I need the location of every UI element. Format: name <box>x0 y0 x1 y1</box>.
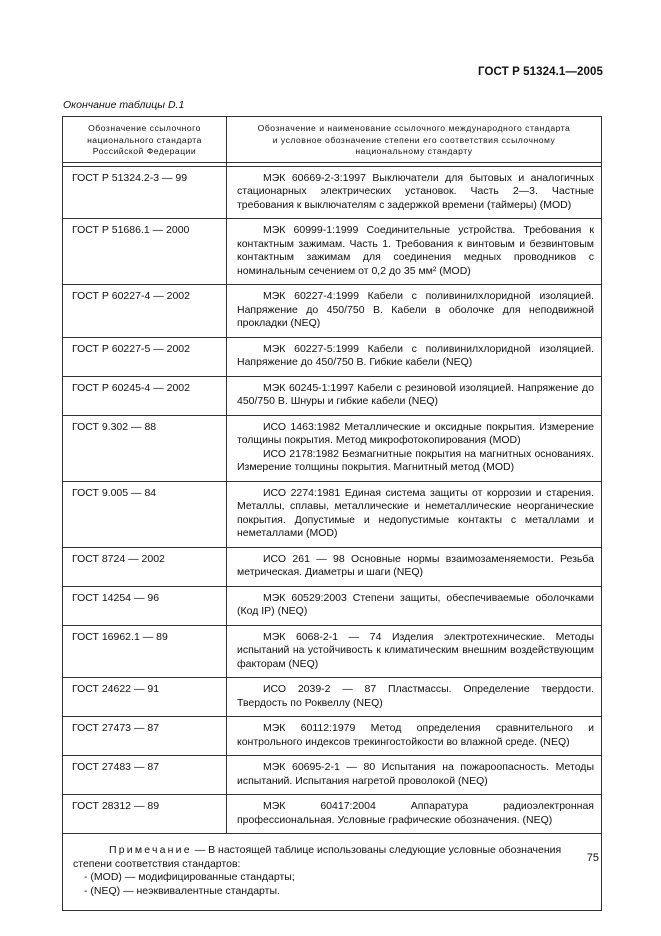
table-row <box>63 415 602 481</box>
standard-description: МЭК 60227-5:1999 Кабели с поливинилхлоридной изоляцией. Напряжение до 450/750 В. Гибкие кабели (NEQ) <box>237 342 594 368</box>
document-code: ГОСТ Р 51324.1—2005 <box>478 66 603 78</box>
table-row <box>63 678 602 717</box>
standards-table <box>62 116 602 911</box>
national-standard-ref: ГОСТ Р 60227-5 — 2002 <box>63 337 227 376</box>
note-item-mod: - (MOD) — модифицированные стандарты; <box>84 871 295 883</box>
standard-description: МЭК 60695-2-1 — 80 Испытания на пожароопасность. Методы испытаний. Испытания нагретой проволокой (NEQ) <box>237 761 594 787</box>
national-standard-ref: ГОСТ 14254 — 96 <box>63 586 227 625</box>
table-row <box>63 376 602 415</box>
standard-description: МЭК 60529:2003 Степени защиты, обеспечиваемые оболочками (Код IP) (NEQ) <box>237 591 594 617</box>
standard-description: ИСО 261 — 98 Основные нормы взаимозаменяемости. Резьба метрическая. Диаметры и шаги (NEQ) <box>237 552 594 578</box>
table-row <box>63 756 602 795</box>
table-row <box>63 481 602 547</box>
standard-description: МЭК 6068-2-1 — 74 Изделия электротехнические. Методы испытаний на устойчивость к климатическим внешним воздействующим факторам (NEQ) <box>237 630 594 670</box>
international-standard-desc <box>227 219 602 285</box>
international-standard-desc <box>227 376 602 415</box>
table-row <box>63 625 602 678</box>
table-row <box>63 547 602 586</box>
national-standard-ref: ГОСТ 27473 — 87 <box>63 717 227 756</box>
table-row <box>63 285 602 338</box>
page-number: 75 <box>586 852 599 864</box>
international-standard-desc <box>227 415 602 481</box>
international-standard-desc <box>227 756 602 795</box>
table-caption: Окончание таблицы D.1 <box>63 99 185 111</box>
international-standard-desc <box>227 337 602 376</box>
table-row <box>63 219 602 285</box>
national-standard-ref: ГОСТ 9.005 — 84 <box>63 481 227 547</box>
international-standard-desc <box>227 481 602 547</box>
standard-description: МЭК 60245-1:1997 Кабели с резиновой изоляцией. Напряжение до 450/750 В. Шнуры и гибкие кабели (NEQ) <box>237 381 594 407</box>
table-row <box>63 795 602 834</box>
note-label: Примечание <box>109 844 192 856</box>
international-standard-desc <box>227 586 602 625</box>
table-row <box>63 337 602 376</box>
standard-description: ИСО 2178:1982 Безмагнитные покрытия на магнитных основаниях. Измерение толщины покрытия. Магнитный метод (MOD) <box>237 447 594 473</box>
table-row <box>63 717 602 756</box>
national-standard-ref: ГОСТ 9.302 — 88 <box>63 415 227 481</box>
note-item-neq: - (NEQ) — неэквивалентные стандарты. <box>84 884 280 897</box>
international-standard-desc <box>227 795 602 834</box>
international-standard-desc <box>227 717 602 756</box>
standard-description: МЭК 60669-2-3:1997 Выключатели для бытовых и аналогичных стационарных электрических установок. Часть 2—3. Частные требования к выключателям с задержкой времени (таймеры) (MOD) <box>237 171 594 211</box>
standard-description: ИСО 1463:1982 Металлические и оксидные покрытия. Измерение толщины покрытия. Метод микрофотокопирования (MOD) <box>237 420 594 446</box>
international-standard-desc <box>227 625 602 678</box>
standard-description: ИСО 2039-2 — 87 Пластмассы. Определение твердости. Твердость по Роквеллу (NEQ) <box>237 683 594 709</box>
national-standard-ref: ГОСТ 8724 — 2002 <box>63 547 227 586</box>
note-text: — В настоящей таблице использованы следующие условные обозначения степени соответствия стандартов: <box>73 844 562 870</box>
national-standard-ref: ГОСТ 28312 — 89 <box>63 795 227 834</box>
table-row <box>63 166 602 219</box>
standard-description: ИСО 2274:1981 Единая система защиты от коррозии и старения. Металлы, сплавы, металлические и неметаллические неорганические покрытия. Допустимые и недопустимые контакты с металлами и неметаллами (MOD) <box>237 486 594 539</box>
national-standard-ref: ГОСТ 27483 — 87 <box>63 756 227 795</box>
standard-description: МЭК 60417:2004 Аппаратура радиоэлектронная профессиональная. Условные графические обозначения. (NEQ) <box>237 800 594 826</box>
international-standard-desc <box>227 678 602 717</box>
table-row <box>63 586 602 625</box>
national-standard-ref: ГОСТ Р 60245-4 — 2002 <box>63 376 227 415</box>
table-note <box>63 834 602 911</box>
national-standard-ref: ГОСТ 24622 — 91 <box>63 678 227 717</box>
national-standard-ref: ГОСТ 16962.1 — 89 <box>63 625 227 678</box>
national-standard-ref: ГОСТ Р 51324.2-3 — 99 <box>63 166 227 219</box>
standard-description: МЭК 60112:1979 Метод определения сравнительного и контрольного индексов трекингостойкости во влажной среде. (NEQ) <box>237 722 594 748</box>
national-standard-ref: ГОСТ Р 51686.1 — 2000 <box>63 219 227 285</box>
standard-description: МЭК 60999-1:1999 Соединительные устройства. Требования к контактным зажимам. Часть 1. Требования к винтовым и безвинтовым контактным зажимам для соединения медных проводников с номинальным сечением от 0,2 до 35 мм² (MOD) <box>237 224 594 277</box>
international-standard-desc <box>227 547 602 586</box>
column-header-national: Обозначение ссылочного национального стандарта Российской Федерации <box>63 117 227 163</box>
national-standard-ref: ГОСТ Р 60227-4 — 2002 <box>63 285 227 338</box>
international-standard-desc <box>227 285 602 338</box>
standard-description: МЭК 60227-4:1999 Кабели с поливинилхлоридной изоляцией. Напряжение до 450/750 В. Кабели в оболочке для неподвижной прокладки (NEQ) <box>237 290 594 329</box>
international-standard-desc <box>227 166 602 219</box>
column-header-international: Обозначение и наименование ссылочного международного стандарта и условное обозначение степени его соответствия ссылочному национальному стандарту <box>227 117 602 163</box>
